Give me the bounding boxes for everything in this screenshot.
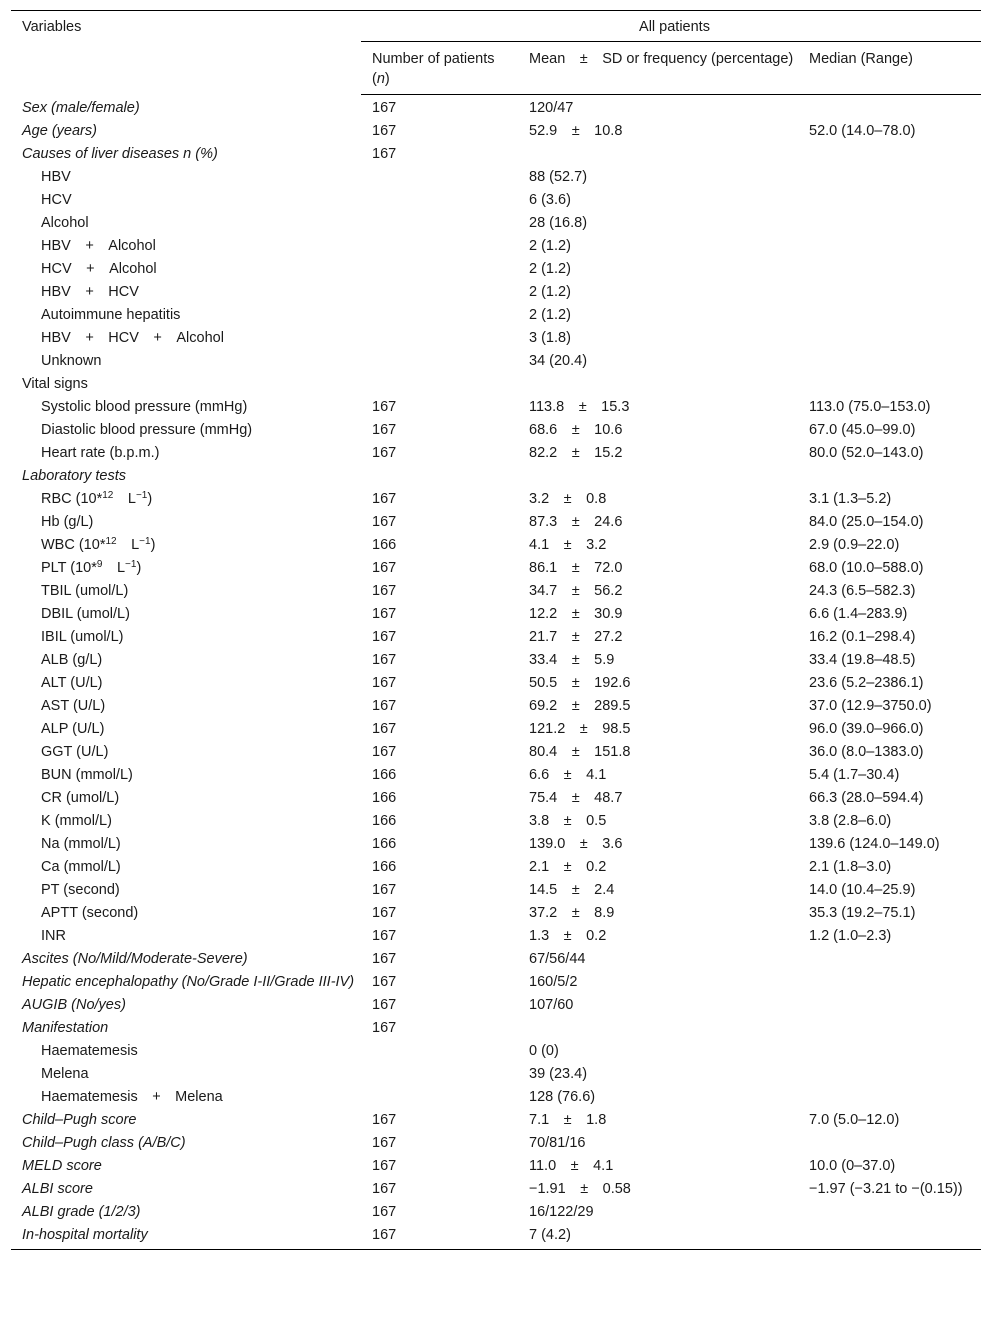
count-cell: 167 xyxy=(372,514,397,530)
mean-cell: 34 (20.4) xyxy=(529,353,588,369)
mean-cell xyxy=(518,143,798,166)
number-of-patients-header: Number of patients (n) xyxy=(361,42,518,95)
table-row xyxy=(11,902,981,925)
variable-cell: WBC (10*$^{12}$ $L^{-1}$) xyxy=(41,536,156,553)
table-row xyxy=(11,971,981,994)
median-cell: 3.1 (1.3–5.2) xyxy=(809,491,892,507)
mean-cell: 4.1 ± 3.2 xyxy=(529,537,607,553)
median-cell xyxy=(798,327,981,350)
median-cell xyxy=(798,1224,981,1250)
variable-cell: Ca (mmol/L) xyxy=(41,859,121,875)
variable-cell: ALP (U/L) xyxy=(41,721,105,737)
table-row xyxy=(11,327,981,350)
table-row xyxy=(11,1132,981,1155)
variable-cell: Diastolic blood pressure (mmHg) xyxy=(41,422,253,438)
mean-cell: 6 (3.6) xyxy=(529,192,571,208)
mean-cell: 88 (52.7) xyxy=(529,169,588,185)
variable-cell: Child–Pugh score xyxy=(22,1112,137,1128)
count-cell xyxy=(361,350,518,373)
mean-cell: 2 (1.2) xyxy=(529,238,571,254)
table-row xyxy=(11,419,981,442)
median-cell xyxy=(798,465,981,488)
count-cell: 166 xyxy=(372,790,397,806)
count-cell: 167 xyxy=(372,560,397,576)
median-cell xyxy=(798,971,981,994)
variable-cell: ALBI score xyxy=(22,1181,93,1197)
count-cell: 166 xyxy=(372,537,397,553)
median-cell xyxy=(798,1040,981,1063)
median-cell: 7.0 (5.0–12.0) xyxy=(809,1112,900,1128)
median-cell xyxy=(798,143,981,166)
median-cell: 84.0 (25.0–154.0) xyxy=(809,514,924,530)
median-cell: 23.6 (5.2–2386.1) xyxy=(809,675,924,691)
count-cell xyxy=(361,235,518,258)
variable-cell: IBIL (umol/L) xyxy=(41,629,124,645)
median-cell xyxy=(798,948,981,971)
count-cell: 167 xyxy=(372,951,397,967)
count-cell xyxy=(361,258,518,281)
median-cell: 35.3 (19.2–75.1) xyxy=(809,905,916,921)
variable-cell: Systolic blood pressure (mmHg) xyxy=(41,399,248,415)
table-row xyxy=(11,603,981,626)
variable-cell: K (mmol/L) xyxy=(41,813,112,829)
median-cell: 2.1 (1.8–3.0) xyxy=(809,859,892,875)
mean-cell: 11.0 ± 4.1 xyxy=(529,1158,614,1174)
mean-cell: 86.1 ± 72.0 xyxy=(529,560,623,576)
table-row xyxy=(11,1224,981,1250)
median-cell xyxy=(798,304,981,327)
median-cell: 2.9 (0.9–22.0) xyxy=(809,537,900,553)
variable-cell: CR (umol/L) xyxy=(41,790,120,806)
mean-cell: 33.4 ± 5.9 xyxy=(529,652,615,668)
median-cell xyxy=(798,1132,981,1155)
median-cell xyxy=(798,281,981,304)
variable-cell: HCV xyxy=(41,192,72,208)
median-cell xyxy=(798,166,981,189)
mean-cell: 52.9 ± 10.8 xyxy=(529,123,623,139)
mean-cell: 82.2 ± 15.2 xyxy=(529,445,623,461)
variable-cell: Child–Pugh class (A/B/C) xyxy=(22,1135,186,1151)
median-range-header: Median (Range) xyxy=(798,42,981,95)
variable-cell: Unknown xyxy=(41,353,102,369)
count-cell: 167 xyxy=(372,1181,397,1197)
median-cell: 10.0 (0–37.0) xyxy=(809,1158,896,1174)
count-cell: 167 xyxy=(372,146,397,162)
median-cell: 113.0 (75.0–153.0) xyxy=(809,399,931,415)
mean-cell: −1.91 ± 0.58 xyxy=(529,1181,631,1197)
variable-cell: DBIL (umol/L) xyxy=(41,606,130,622)
mean-cell: 28 (16.8) xyxy=(529,215,588,231)
table-row xyxy=(11,741,981,764)
variable-cell: Sex (male/female) xyxy=(22,99,140,116)
variable-cell: GGT (U/L) xyxy=(41,744,109,760)
count-cell: 167 xyxy=(372,882,397,898)
mean-cell xyxy=(518,1017,798,1040)
mean-cell: 3.8 ± 0.5 xyxy=(529,813,607,829)
mean-cell: 120/47 xyxy=(529,100,574,116)
median-cell: 68.0 (10.0–588.0) xyxy=(809,560,924,576)
variable-cell: Autoimmune hepatitis xyxy=(41,307,181,323)
count-cell: 166 xyxy=(372,836,397,852)
variable-cell: ALT (U/L) xyxy=(41,675,103,691)
count-cell: 167 xyxy=(372,1204,397,1220)
variable-cell: Na (mmol/L) xyxy=(41,836,121,852)
count-cell xyxy=(361,1063,518,1086)
variable-cell: Hepatic encephalopathy (No/Grade I-II/Grade III-IV) xyxy=(22,974,355,990)
mean-cell: 16/122/29 xyxy=(529,1204,594,1220)
count-cell: 167 xyxy=(361,1224,518,1250)
mean-cell: 75.4 ± 48.7 xyxy=(529,790,623,806)
table-row xyxy=(11,787,981,810)
table-row xyxy=(11,212,981,235)
mean-cell: 3 (1.8) xyxy=(529,330,571,346)
count-cell: 167 xyxy=(372,491,397,507)
mean-cell: 80.4 ± 151.8 xyxy=(529,744,631,760)
variable-cell: TBIL (umol/L) xyxy=(41,583,129,599)
mean-cell: 70/81/16 xyxy=(529,1135,586,1151)
count-cell: 167 xyxy=(372,629,397,645)
header-row-1 xyxy=(11,11,981,42)
mean-cell: 37.2 ± 8.9 xyxy=(529,905,615,921)
mean-cell: 34.7 ± 56.2 xyxy=(529,583,623,599)
table-row xyxy=(11,189,981,212)
median-cell: 96.0 (39.0–966.0) xyxy=(809,721,924,737)
mean-cell: 2 (1.2) xyxy=(529,307,571,323)
variable-cell: Heart rate (b.p.m.) xyxy=(41,445,160,461)
median-cell: 36.0 (8.0–1383.0) xyxy=(809,744,924,760)
table-row xyxy=(11,948,981,971)
median-cell xyxy=(798,350,981,373)
median-cell: 1.2 (1.0–2.3) xyxy=(809,928,892,944)
table-row xyxy=(11,534,981,557)
patient-characteristics-table xyxy=(11,10,981,1250)
table-row xyxy=(11,833,981,856)
table-row xyxy=(11,396,981,419)
table-row xyxy=(11,281,981,304)
count-cell xyxy=(361,1086,518,1109)
variables-header: Variables xyxy=(11,11,361,95)
table-row xyxy=(11,925,981,948)
table-row xyxy=(11,373,981,396)
count-cell: 167 xyxy=(372,698,397,714)
mean-cell: 12.2 ± 30.9 xyxy=(529,606,623,622)
table-row xyxy=(11,1063,981,1086)
variable-cell: Haematemesis + Melena xyxy=(41,1089,223,1105)
mean-cell: 69.2 ± 289.5 xyxy=(529,698,631,714)
median-cell: 6.6 (1.4–283.9) xyxy=(809,606,908,622)
variable-cell: ALBI grade (1/2/3) xyxy=(22,1204,141,1220)
mean-cell: 0 (0) xyxy=(529,1043,559,1059)
mean-cell: 39 (23.4) xyxy=(529,1066,588,1082)
count-cell: 167 xyxy=(372,1158,397,1174)
median-cell xyxy=(798,1017,981,1040)
count-cell xyxy=(361,327,518,350)
median-cell: 24.3 (6.5–582.3) xyxy=(809,583,916,599)
mean-sd-header: Mean ± SD or frequency (percentage) xyxy=(518,42,798,95)
table-row xyxy=(11,1178,981,1201)
mean-cell xyxy=(518,465,798,488)
table-row xyxy=(11,580,981,603)
table-row xyxy=(11,649,981,672)
count-cell: 167 xyxy=(372,1020,397,1036)
mean-cell: 128 (76.6) xyxy=(529,1089,596,1105)
variable-cell: RBC (10*$^{12}$ $L^{-1}$) xyxy=(41,490,153,507)
count-cell: 167 xyxy=(372,1112,397,1128)
table-row xyxy=(11,258,981,281)
table-row xyxy=(11,95,981,121)
median-cell: 14.0 (10.4–25.9) xyxy=(809,882,916,898)
table-row xyxy=(11,718,981,741)
mean-cell: 160/5/2 xyxy=(529,974,578,990)
table-row xyxy=(11,465,981,488)
count-cell: 167 xyxy=(372,997,397,1013)
mean-cell xyxy=(518,373,798,396)
variable-cell: APTT (second) xyxy=(41,905,139,921)
table-row xyxy=(11,695,981,718)
table-row xyxy=(11,764,981,787)
count-cell xyxy=(361,465,518,488)
median-cell xyxy=(798,235,981,258)
table-row xyxy=(11,143,981,166)
count-cell: 167 xyxy=(372,744,397,760)
count-cell: 167 xyxy=(372,652,397,668)
count-cell: 167 xyxy=(372,675,397,691)
count-cell xyxy=(361,1040,518,1063)
mean-cell: 7 (4.2) xyxy=(518,1224,798,1250)
variable-cell: Causes of liver diseases n (%) xyxy=(22,146,218,162)
count-cell: 167 xyxy=(372,399,397,415)
median-cell: 52.0 (14.0–78.0) xyxy=(809,123,916,139)
table-row xyxy=(11,879,981,902)
variable-cell: Melena xyxy=(41,1066,89,1082)
table-row xyxy=(11,304,981,327)
median-cell: −1.97 (−3.21 to −(0.15)) xyxy=(809,1181,963,1197)
table-row xyxy=(11,1201,981,1224)
median-cell: 33.4 (19.8–48.5) xyxy=(809,652,916,668)
median-cell xyxy=(798,95,981,121)
variable-cell: INR xyxy=(41,928,66,944)
mean-cell: 1.3 ± 0.2 xyxy=(529,928,607,944)
table-row xyxy=(11,626,981,649)
mean-cell: 7.1 ± 1.8 xyxy=(529,1112,607,1128)
variable-cell: HCV + Alcohol xyxy=(41,261,157,277)
median-cell: 80.0 (52.0–143.0) xyxy=(809,445,924,461)
mean-cell: 107/60 xyxy=(529,997,574,1013)
count-cell xyxy=(361,373,518,396)
mean-cell: 121.2 ± 98.5 xyxy=(529,721,631,737)
count-cell: 167 xyxy=(372,445,397,461)
variable-cell: HBV + Alcohol xyxy=(41,238,156,254)
median-cell: 37.0 (12.9–3750.0) xyxy=(809,698,932,714)
table-row xyxy=(11,810,981,833)
mean-cell: 2 (1.2) xyxy=(529,261,571,277)
variable-cell: HBV + HCV + Alcohol xyxy=(41,330,224,346)
count-cell xyxy=(361,166,518,189)
table-row xyxy=(11,1109,981,1132)
count-cell xyxy=(361,212,518,235)
table-row xyxy=(11,1086,981,1109)
variable-cell: ALB (g/L) xyxy=(41,652,103,668)
all-patients-header: All patients xyxy=(361,11,981,42)
table-row xyxy=(11,856,981,879)
table-row xyxy=(11,672,981,695)
count-cell xyxy=(361,304,518,327)
table-row xyxy=(11,442,981,465)
mean-cell: 113.8 ± 15.3 xyxy=(529,399,630,415)
count-cell: 167 xyxy=(372,905,397,921)
count-cell: 167 xyxy=(372,974,397,990)
median-cell: 67.0 (45.0–99.0) xyxy=(809,422,916,438)
median-cell: 5.4 (1.7–30.4) xyxy=(809,767,900,783)
variable-cell: Age (years) xyxy=(22,123,97,139)
table-row xyxy=(11,511,981,534)
mean-cell: 21.7 ± 27.2 xyxy=(529,629,623,645)
count-cell: 167 xyxy=(372,583,397,599)
variable-cell: PT (second) xyxy=(41,882,120,898)
table-row xyxy=(11,235,981,258)
table-row xyxy=(11,488,981,511)
mean-cell: 6.6 ± 4.1 xyxy=(529,767,607,783)
table-row xyxy=(11,166,981,189)
variable-cell: Vital signs xyxy=(22,376,88,392)
table-row xyxy=(11,557,981,580)
variable-cell: MELD score xyxy=(22,1158,102,1174)
median-cell: 66.3 (28.0–594.4) xyxy=(809,790,924,806)
median-cell: 3.8 (2.8–6.0) xyxy=(809,813,892,829)
count-cell: 167 xyxy=(372,100,397,116)
variable-cell: BUN (mmol/L) xyxy=(41,767,133,783)
count-cell: 167 xyxy=(372,606,397,622)
count-cell: 166 xyxy=(372,767,397,783)
mean-cell: 2 (1.2) xyxy=(529,284,571,300)
median-cell xyxy=(798,1086,981,1109)
variable-cell: In-hospital mortality xyxy=(11,1224,361,1250)
median-cell: 139.6 (124.0–149.0) xyxy=(809,836,940,852)
mean-cell: 14.5 ± 2.4 xyxy=(529,882,615,898)
median-cell xyxy=(798,258,981,281)
table-row xyxy=(11,120,981,143)
median-cell xyxy=(798,212,981,235)
mean-cell: 3.2 ± 0.8 xyxy=(529,491,607,507)
variable-cell: AUGIB (No/yes) xyxy=(22,997,126,1013)
variable-cell: Laboratory tests xyxy=(22,468,126,484)
mean-cell: 87.3 ± 24.6 xyxy=(529,514,623,530)
count-cell xyxy=(361,281,518,304)
median-cell xyxy=(798,189,981,212)
table-row xyxy=(11,350,981,373)
median-cell xyxy=(798,373,981,396)
count-cell xyxy=(361,189,518,212)
table-row xyxy=(11,1017,981,1040)
median-cell: 16.2 (0.1–298.4) xyxy=(809,629,916,645)
median-cell xyxy=(798,994,981,1017)
count-cell: 167 xyxy=(372,422,397,438)
mean-cell: 2.1 ± 0.2 xyxy=(529,859,607,875)
table-row xyxy=(11,1155,981,1178)
mean-cell: 67/56/44 xyxy=(529,951,586,967)
table-row xyxy=(11,1040,981,1063)
median-cell xyxy=(798,1201,981,1224)
count-cell: 166 xyxy=(372,859,397,875)
mean-cell: 50.5 ± 192.6 xyxy=(529,675,631,691)
median-cell xyxy=(798,1063,981,1086)
variable-cell: Hb (g/L) xyxy=(41,514,94,530)
count-cell: 167 xyxy=(372,928,397,944)
table-row xyxy=(11,994,981,1017)
mean-cell: 68.6 ± 10.6 xyxy=(529,422,623,438)
variable-cell: HBV + HCV xyxy=(41,284,139,300)
variable-cell: HBV xyxy=(41,169,71,185)
variable-cell: Manifestation xyxy=(22,1020,109,1036)
variable-cell: PLT (10*$^9$ $L^{-1}$) xyxy=(41,559,142,576)
count-cell: 167 xyxy=(372,123,397,139)
variable-cell: Alcohol xyxy=(41,215,89,231)
count-cell: 167 xyxy=(372,721,397,737)
count-cell: 167 xyxy=(372,1135,397,1151)
variable-cell: Ascites (No/Mild/Moderate-Severe) xyxy=(22,951,248,967)
count-cell: 166 xyxy=(372,813,397,829)
variable-cell: AST (U/L) xyxy=(41,698,106,714)
mean-cell: 139.0 ± 3.6 xyxy=(529,836,623,852)
variable-cell: Haematemesis xyxy=(41,1043,138,1059)
table-body xyxy=(11,95,981,1250)
